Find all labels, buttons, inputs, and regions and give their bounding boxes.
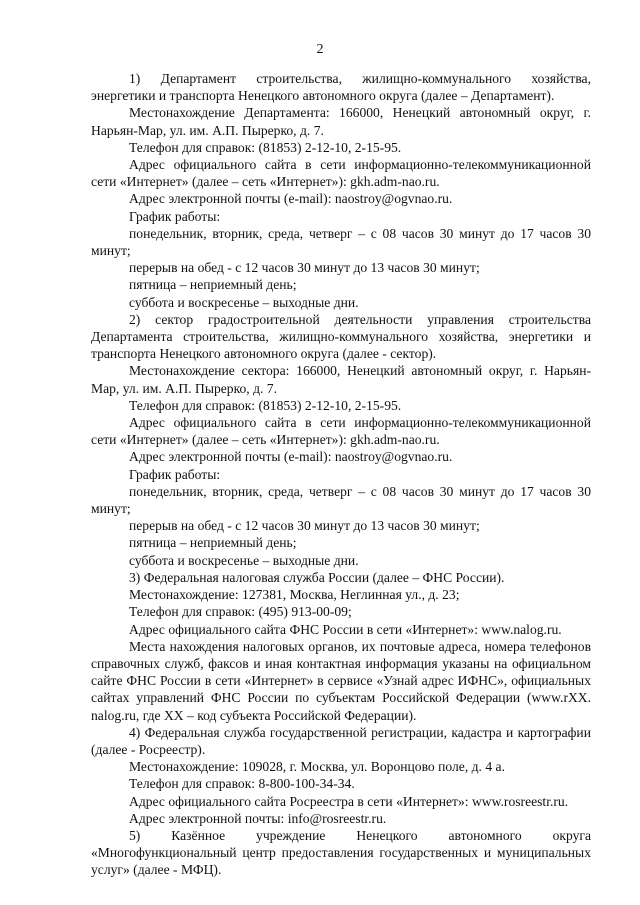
paragraph-rosreestr-email: Адрес электронной почты: info@rosreestr.ru. bbox=[129, 810, 387, 826]
paragraph-sector: 2) сектор градостроительной деятельности управления строительства Департамента строительства, жилищно-коммунального хозяйства, энергетики и транспорта Ненецкого автономного округа (далее - сектор). bbox=[91, 311, 591, 362]
paragraph-sector-friday: пятница – неприемный день; bbox=[129, 535, 297, 551]
paragraph-sector-schedule-title: График работы: bbox=[129, 466, 221, 482]
paragraph-sector-phone: Телефон для справок: (81853) 2-12-10, 2-15-95. bbox=[129, 397, 402, 413]
paragraph-department-phone: Телефон для справок: (81853) 2-12-10, 2-15-95. bbox=[129, 139, 402, 155]
paragraph-sector-schedule-weekdays: понедельник, вторник, среда, четверг – с 08 часов 30 минут до 17 часов 30 минут; bbox=[91, 483, 591, 517]
paragraph-sector-website: Адрес официального сайта в сети информационно-телекоммуникационной сети «Интернет» (далее – сеть «Интернет»): gkh.adm-nao.ru. bbox=[91, 415, 591, 448]
paragraph-department-schedule-title: График работы: bbox=[129, 208, 221, 224]
paragraph-department-location: Местонахождение Департамента: 166000, Ненецкий автономный округ, г. Нарьян-Мар, ул. им. А.П. Пырерко, д. 7. bbox=[91, 105, 591, 138]
paragraph-sector-lunch: перерыв на обед - с 12 часов 30 минут до 13 часов 30 минут; bbox=[129, 518, 480, 534]
page-number: 2 bbox=[316, 42, 324, 57]
paragraph-fns: 3) Федеральная налоговая служба России (далее – ФНС России). bbox=[129, 569, 505, 585]
paragraph-fns-phone: Телефон для справок: (495) 913-00-09; bbox=[129, 604, 352, 620]
paragraph-department-website: Адрес официального сайта в сети информационно-телекоммуникационной сети «Интернет» (далее – сеть «Интернет»): gkh.adm-nao.ru. bbox=[91, 157, 591, 190]
paragraph-rosreestr-location: Местонахождение: 109028, г. Москва, ул. Воронцово поле, д. 4 а. bbox=[129, 759, 505, 775]
document-body bbox=[91, 70, 591, 879]
paragraph-sector-location: Местонахождение сектора: 166000, Ненецкий автономный округ, г. Нарьян-Мар, ул. им. А.П. Пырерко, д. 7. bbox=[91, 363, 591, 396]
paragraph-department-lunch: перерыв на обед - с 12 часов 30 минут до 13 часов 30 минут; bbox=[129, 260, 480, 276]
paragraph-sector-weekend: суббота и воскресенье – выходные дни. bbox=[129, 552, 359, 568]
paragraph-department: 1) Департамент строительства, жилищно-коммунального хозяйства, энергетики и транспорта Ненецкого автономного округа (далее – Департамент). bbox=[91, 71, 591, 104]
paragraph-department-weekend: суббота и воскресенье – выходные дни. bbox=[129, 294, 359, 310]
paragraph-rosreestr-website: Адрес официального сайта Росреестра в сети «Интернет»: www.rosreestr.ru. bbox=[129, 793, 569, 809]
paragraph-rosreestr: 4) Федеральная служба государственной регистрации, кадастра и картографии (далее - Росреестр). bbox=[91, 724, 591, 757]
paragraph-rosreestr-phone: Телефон для справок: 8-800-100-34-34. bbox=[129, 776, 355, 792]
paragraph-fns-website: Адрес официального сайта ФНС России в сети «Интернет»: www.nalog.ru. bbox=[129, 621, 562, 637]
paragraph-department-friday: пятница – неприемный день; bbox=[129, 277, 297, 293]
paragraph-fns-location: Местонахождение: 127381, Москва, Неглинная ул., д. 23; bbox=[129, 587, 460, 603]
paragraph-department-email: Адрес электронной почты (e-mail): naostroy@ogvnao.ru. bbox=[129, 191, 453, 207]
paragraph-sector-email: Адрес электронной почты (e-mail): naostroy@ogvnao.ru. bbox=[129, 449, 453, 465]
paragraph-department-schedule-weekdays: понедельник, вторник, среда, четверг – с 08 часов 30 минут до 17 часов 30 минут; bbox=[91, 225, 591, 259]
paragraph-fns-offices: Места нахождения налоговых органов, их почтовые адреса, номера телефонов справочных служб, факсов и иная контактная информация указаны на официальном сайте ФНС России в сети «Интернет» в сервисе «Узнай адрес ИФНС», официальных сайтах управлений ФНС России по субъектам Российской Федерации (www.rXX. nalog.ru, где XX – код субъекта Российской Федерации). bbox=[91, 638, 591, 723]
paragraph-mfc: 5) Казённое учреждение Ненецкого автономного округа «Многофункциональный центр предоставления государственных и муниципальных услуг» (далее - МФЦ). bbox=[91, 827, 591, 878]
